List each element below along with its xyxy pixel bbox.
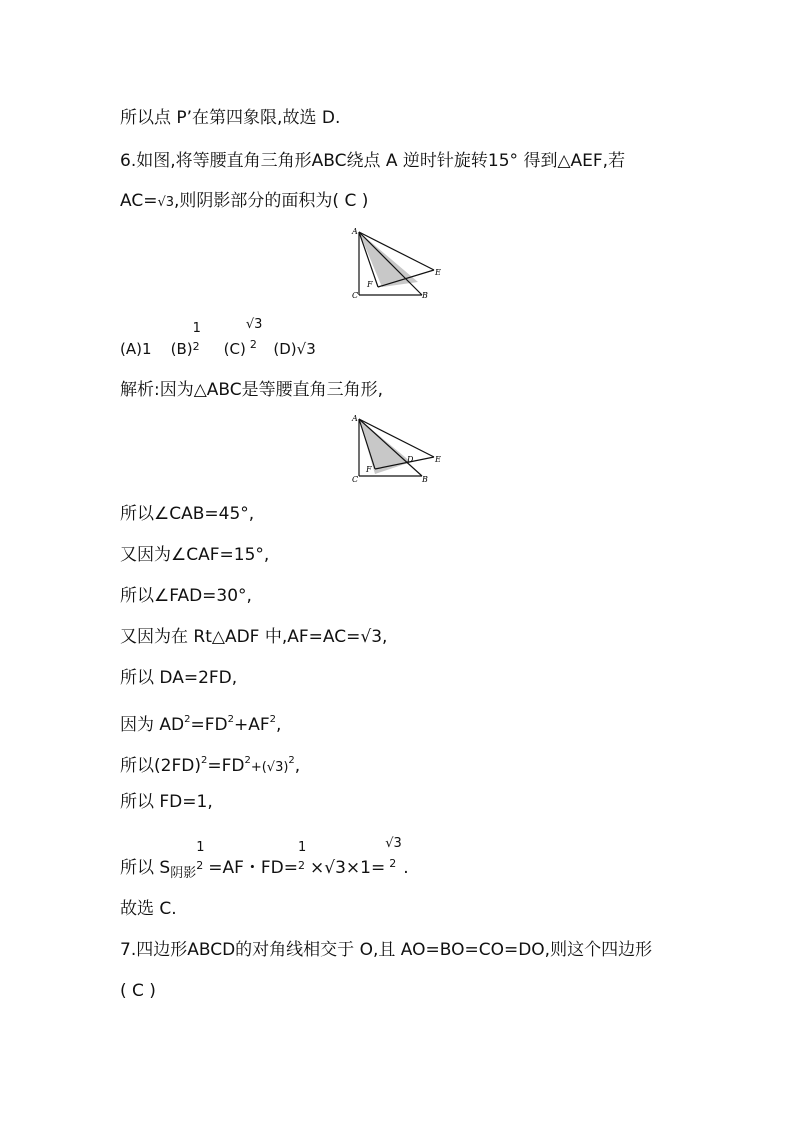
label-E: E — [435, 268, 441, 277]
label-F: F — [366, 465, 372, 474]
step-5: 所以 DA=2FD, — [120, 668, 238, 688]
step-7: 所以$(2FD)^2=FD^2+(√3)^2$, — [120, 755, 301, 776]
step-8: 所以 FD=1, — [120, 792, 213, 812]
step-1: 所以∠CAB=45°, — [120, 504, 255, 524]
answer-options — [120, 317, 316, 360]
option-d: (D)√3 — [273, 340, 316, 358]
question-6-text: 6.如图,将等腰直角三角形ABC绕点 A 逆时针旋转15° 得到△AEF,若 — [120, 151, 626, 171]
option-b-fraction: 1 2 — [192, 321, 201, 353]
step-4: 又因为在 Rt△ADF 中,AF=AC=√3, — [120, 627, 388, 647]
step-6: 因为 $AD^2=FD^2+AF^2$, — [120, 714, 282, 735]
text-line-1: 所以点 P’在第四象限,故选 D. — [120, 108, 341, 128]
step-3: 所以∠FAD=30°, — [120, 586, 252, 606]
fraction-half: 1 2 — [298, 840, 307, 872]
q6-rest: ,则阴影部分的面积为( C ) — [174, 191, 369, 211]
label-F: F — [367, 280, 373, 289]
label-B: B — [422, 475, 428, 484]
label-B: B — [422, 291, 428, 300]
question-7-answer: ( C ) — [120, 981, 156, 1001]
label-A: A — [352, 227, 358, 236]
option-c-fraction: √3 2 — [245, 317, 263, 351]
label-C: C — [352, 475, 359, 484]
label-D: D — [407, 455, 414, 464]
label-E: E — [435, 455, 441, 464]
label-A: A — [352, 414, 358, 423]
step-10: 故选 C. — [120, 899, 177, 919]
question-7-text: 7.四边形ABCD的对角线相交于 O,且 AO=BO=CO=DO,则这个四边形 — [120, 940, 653, 960]
analysis-heading: 解析:因为△ABC是等腰直角三角形, — [120, 380, 384, 400]
triangle-figure-1 — [350, 225, 450, 304]
option-c: (C) — [223, 340, 246, 358]
question-6-text-cont — [120, 190, 368, 214]
option-a: (A)1 — [120, 340, 152, 358]
triangle-figure-2 — [350, 412, 450, 491]
q6-root3: √3 — [157, 195, 175, 210]
q6-ac: AC= — [120, 191, 158, 211]
fraction-root3-half: √3 2 — [385, 836, 402, 870]
label-C: C — [352, 291, 359, 300]
fraction-half: 1 2 — [196, 840, 205, 872]
option-b: (B) — [170, 340, 193, 358]
step-9-area-formula: 所以 $S_{阴影}$ 1 2 =AF・FD= 1 2 ×√3×1= √3 2 . — [120, 836, 409, 881]
step-2: 又因为∠CAF=15°, — [120, 545, 270, 565]
